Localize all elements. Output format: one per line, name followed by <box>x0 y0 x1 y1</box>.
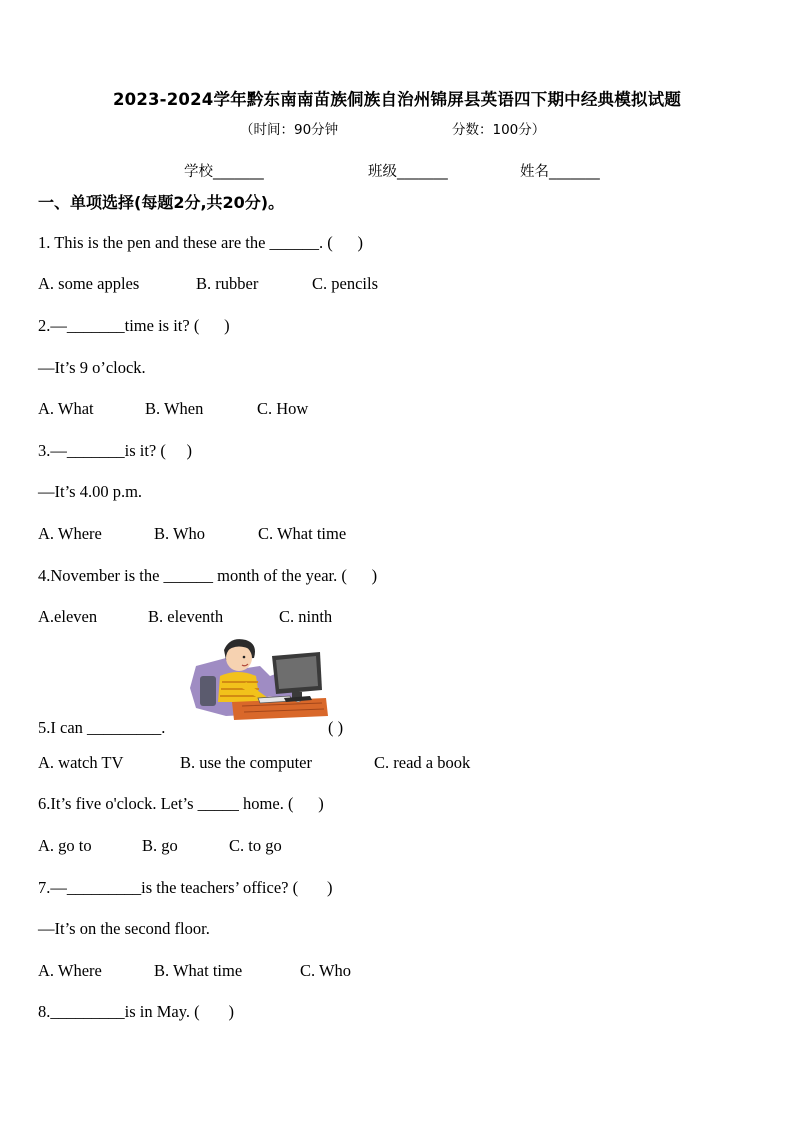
exam-score: 分数：100分） <box>452 122 546 138</box>
question-2-stem: 2.—_______time is it? ( ) <box>38 316 230 335</box>
option-c[interactable]: C. to go <box>229 836 282 855</box>
question-7-reply: —It’s on the second floor. <box>38 919 210 938</box>
question-4-stem: 4.November is the ______ month of the year. ( ) <box>38 566 378 585</box>
option-a[interactable]: A. Where <box>38 524 102 543</box>
question-5-stem: 5.I can _________. <box>38 718 166 737</box>
option-b[interactable]: B. use the computer <box>180 753 312 772</box>
option-a[interactable]: A. What <box>38 399 94 418</box>
option-b[interactable]: B. rubber <box>196 274 259 293</box>
question-7-stem: 7.—_________is the teachers’ office? ( ) <box>38 878 333 897</box>
option-a[interactable]: A. Where <box>38 961 102 980</box>
question-3-stem: 3.—_______is it? ( ) <box>38 441 192 460</box>
question-2-reply: —It’s 9 o’clock. <box>38 358 146 377</box>
option-c[interactable]: C. ninth <box>279 607 333 626</box>
class-field[interactable]: 班级_______ <box>368 164 448 180</box>
option-a[interactable]: A. watch TV <box>38 753 124 772</box>
option-c[interactable]: C. How <box>257 399 309 418</box>
section-heading: 一、单项选择(每题2分,共20分)。 <box>38 193 285 212</box>
question-8-stem: 8._________is in May. ( ) <box>38 1002 235 1021</box>
option-a[interactable]: A. some apples <box>38 274 140 293</box>
question-1-stem: 1. This is the pen and these are the ______. ( ) <box>38 233 364 252</box>
option-a[interactable]: A.eleven <box>38 607 98 626</box>
school-field[interactable]: 学校_______ <box>184 164 264 180</box>
question-5-answer-paren[interactable]: ( ) <box>328 718 344 737</box>
exam-time: （时间：90分钟 <box>240 122 339 138</box>
option-b[interactable]: B. When <box>145 399 204 418</box>
option-b[interactable]: B. go <box>142 836 178 855</box>
name-field[interactable]: 姓名_______ <box>520 164 600 180</box>
option-c[interactable]: C. What time <box>258 524 347 543</box>
boy-using-computer-illustration <box>186 636 332 728</box>
option-b[interactable]: B. What time <box>154 961 243 980</box>
question-6-stem: 6.It’s five o'clock. Let’s _____ home. ( ) <box>38 794 324 813</box>
option-b[interactable]: B. eleventh <box>148 607 224 626</box>
exam-title: 2023-2024学年黔东南南苗族侗族自治州锦屏县英语四下期中经典模拟试题 <box>112 90 682 109</box>
option-c[interactable]: C. Who <box>300 961 352 980</box>
option-c[interactable]: C. read a book <box>374 753 471 772</box>
option-b[interactable]: B. Who <box>154 524 206 543</box>
question-3-reply: —It’s 4.00 p.m. <box>38 482 143 501</box>
option-c[interactable]: C. pencils <box>312 274 378 293</box>
option-a[interactable]: A. go to <box>38 836 92 855</box>
